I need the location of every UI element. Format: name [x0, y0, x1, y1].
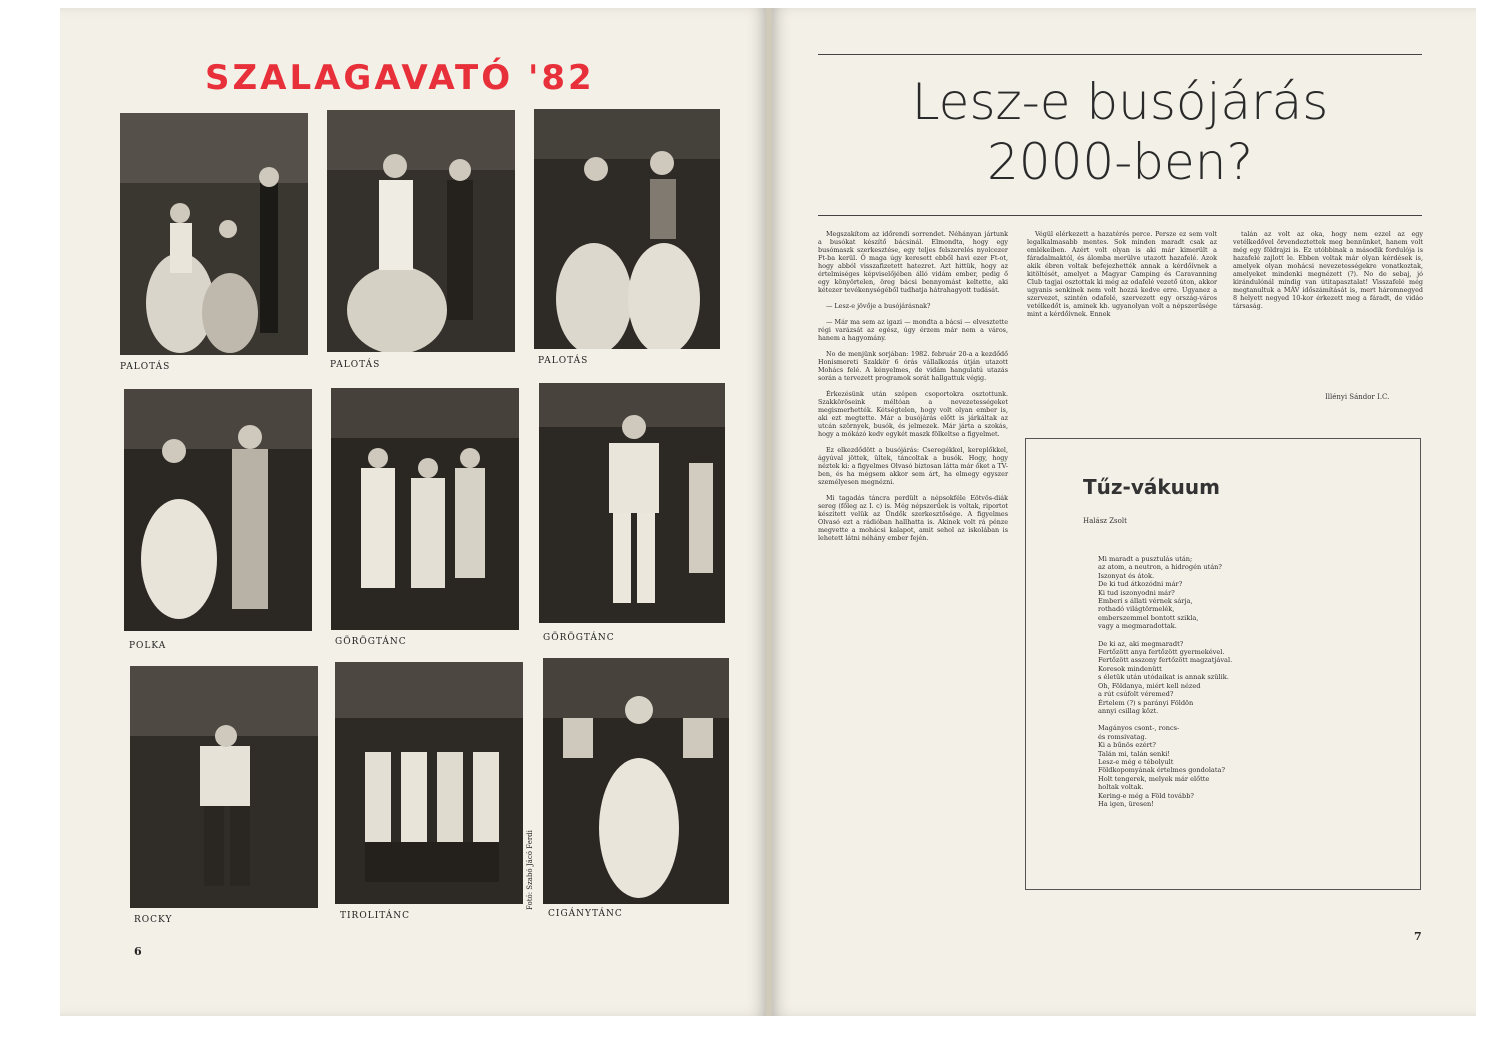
article-paragraph: Megszakítom az időrendi sorrendet. Néhányan jártunk a busókat készítő bácsinál. Elmondta, hogy egy busómaszk szerkesztése, egy teljes felszerelés nyolcezer Ft-ba kerül. Ő maga úgy keresett ebből havi ezer Ft-ot, hogy abból visszafizetett hatezret. Azt hittük, hogy az értelmiséges képviselőjében álló vidám ember, pedig ő egy könyörtelen, öreg bácsi bennyomást keltette, aki kétezer tevékenységéből tudhatja hátrahagyott tudását.	[818, 230, 1008, 294]
poem-line: holtak voltak.	[1098, 783, 1144, 792]
dance-photo-illustration	[543, 658, 729, 904]
poem-line: Talán mi, talán senki!	[1098, 749, 1171, 758]
article-column-2	[1027, 230, 1217, 326]
dance-photo-illustration	[130, 666, 318, 908]
photo-caption: TIROLITÁNC	[340, 911, 411, 921]
poem-line: Magányos csont-, roncs-	[1098, 724, 1180, 733]
poem-line: a rút csúfolt véremed?	[1098, 690, 1174, 699]
poem-line: s életük után utódaikat is annak szülik.	[1098, 673, 1229, 682]
poem-line: Iszonyat és átok.	[1098, 571, 1155, 580]
poem-line: De ki az, aki megmaradt?	[1098, 639, 1184, 648]
poem-line: annyi csillag közt.	[1098, 706, 1159, 715]
poem-line: Holt tengerek, melyek már előtte	[1098, 774, 1210, 783]
dance-photo-illustration	[331, 388, 519, 630]
poem-line: rothadó világtörmelék,	[1098, 605, 1175, 614]
poem-line: Ki tud iszonyodni már?	[1098, 588, 1175, 597]
poem-line: Ha igen, üresen!	[1098, 799, 1154, 808]
poem-line: Emberi s állati vérnek sárja,	[1098, 597, 1193, 606]
photo-palotas-3	[534, 109, 720, 349]
photo-ciganytanc	[543, 658, 729, 904]
poem-line: vagy a megmaradottak.	[1098, 622, 1177, 631]
dance-photo-illustration	[124, 389, 312, 631]
photo-caption: ROCKY	[134, 915, 173, 925]
dance-photo-illustration	[534, 109, 720, 349]
article-paragraph: Érkezésünk után szépen csoportokra osztottunk. Szakköröseink méltóan a nevezetességeket megismerhették. Kétségtelen, hogy volt olyan ember is, aki ezt megtette. Már a busójárás előtt is járkáltak az utcán szörnyek, busók, és jelmezek. Már járta a szokás, hogy a mókázó kedv egykét maszk fölkeltse a figyelmet.	[818, 390, 1008, 438]
poem-line: Földkopomyának értelmes gondolata?	[1098, 766, 1225, 775]
poem-author: Halász Zsolt	[1083, 517, 1127, 525]
photo-gorogtanc-2	[539, 383, 725, 623]
article-paragraph: Mi tagadás táncra perdült a népsokféle Eötvös-diák sereg (főleg az I. c) is. Még népszerűek is voltak, riportot készített velük az Ündők szerkesztősége. A figyelmes Olvasó ezt a rádióban hallhatta is. Akinek volt rá pénze megvette a mohácsi kalapot, amit sehol az iskolában is lehetett látni néhány ember fején.	[818, 494, 1008, 542]
photo-caption: PALOTÁS	[538, 356, 589, 366]
poem-line: Lesz-e még e tébolyult	[1098, 757, 1174, 766]
poem-line: Fertőzött anya fertőzött gyermekével.	[1098, 648, 1225, 657]
article-column-3	[1233, 230, 1423, 318]
stanza-gap	[1098, 631, 1232, 640]
dance-photo-illustration	[335, 662, 523, 904]
article-paragraph: — Lesz-e jövője a busójárásnak?	[826, 302, 931, 310]
article-paragraph: — Már ma sem az igazi — mondta a bácsi — elvesztette régi varázsát az egész, úgy érzem már nem a város, hanem a hagyomány.	[818, 318, 1008, 342]
poem-text	[1098, 555, 1232, 808]
poem-line: Kering-e még a Föld tovább?	[1098, 791, 1194, 800]
poem-line: Mi maradt a pusztulás után;	[1098, 555, 1193, 563]
poem-line: Koresok mindenütt	[1098, 664, 1162, 673]
poem-box	[1025, 438, 1421, 890]
poem-line: és romsivatag.	[1098, 732, 1147, 741]
article-paragraph: Végül elérkezett a hazatérés perce. Persze ez sem volt legalkalmasabb mentes. Sok minden maradt csak az emlékeiben. Azért volt olyan is aki már kimerült a fáradalmaktól, és álomba merülve utazott hazafelé. Azok akik ébren voltak befejezhették annak a kérdőívnek a kitöltését, amelyet a Magyar Camping és Caravanning Club tagjai osztottak ki még az odafelé vezető úton, akkor ugyanis senkinek nem volt hozzá kedve erre. Ugyanez a szervezet, szintén odafelé, szervezett egy ország-város vetélkedőt is, aminek kb. ugyanolyan volt a népszerűsége mint a kérdőívnek. Ennek	[1027, 230, 1217, 318]
photo-caption: PALOTÁS	[120, 362, 171, 372]
photo-gorogtanc-1	[331, 388, 519, 630]
article-paragraph: Ez elkezdődött a busójárás: Cseregékkel, kereplőkkel, ágyúval jöttek, ültek, táncoltak a busók. Hogy, hogy néztek ki: a figyelmes Olvasó biztosan látta már őket a TV-ben, és ha mégsem akkor sem árt, ha elmegy egyszer személyesen megnézni.	[818, 446, 1008, 486]
article-paragraph: talán az volt az oka, hogy nem ezzel az egy vetélkedővel örvendeztettek meg bennünket, hanem volt még egy földrajzi is. Ez utóbbinak a második fordulója is hazafelé zajlott le. Ebben voltak már olyan kérdések is, amelyek olyan mohácsi nevezetességekre vonatkoztak, amelyeket mindenki megnézett (?). No de sebaj, jó kirándulónál mindig van útitapasztalat! Visszafelé még megtanultuk a MÁV időszámítását is, mert háromnegyed 8 helyett negyed 10-kor érkezett meg a fáradt, de vidáo társaság.	[1233, 230, 1423, 310]
poem-line: Oh, Földanya, miért kell nézed	[1098, 681, 1201, 690]
photo-palotas-2	[327, 110, 515, 352]
top-rule	[818, 54, 1422, 55]
article-headline	[860, 72, 1380, 192]
left-page-title: SZALAGAVATÓ '82	[205, 58, 595, 98]
article-column-1	[818, 230, 1008, 550]
dance-photo-illustration	[327, 110, 515, 352]
poem-line: Fertőzött asszony fertőzött magzatjával.	[1098, 656, 1233, 665]
headline-line-1: Lesz-e busójárás	[911, 73, 1329, 131]
stanza-gap	[1098, 715, 1232, 724]
page-number-right: 7	[1414, 930, 1422, 943]
article-signature: Illényi Sándor I.C.	[1325, 393, 1390, 401]
poem-line: De ki tud átkozódni már?	[1098, 580, 1183, 589]
dance-photo-illustration	[120, 113, 308, 355]
headline-line-2: 2000-ben?	[986, 133, 1253, 191]
poem-line: Ki a bűnös ezért?	[1098, 741, 1156, 750]
poem-line: emberszemmel bontott szikla,	[1098, 613, 1199, 622]
page-gutter	[766, 8, 772, 1016]
dance-photo-illustration	[539, 383, 725, 623]
photo-caption: CIGÁNYTÁNC	[548, 909, 623, 919]
photo-palotas-1	[120, 113, 308, 355]
photo-caption: POLKA	[129, 641, 167, 651]
headline-rule	[818, 215, 1422, 216]
photo-caption: GÖRÖGTÁNC	[543, 633, 615, 643]
photo-credit: Fotó: Szabó Jácó Ferdi	[526, 830, 534, 910]
photo-caption: GÖRÖGTÁNC	[335, 637, 407, 647]
poem-title: Tűz-vákuum	[1083, 475, 1220, 499]
poem-line: az atom, a neutron, a hidrogén után?	[1098, 563, 1222, 572]
page-number-left: 6	[134, 945, 142, 958]
photo-caption: PALOTÁS	[330, 360, 381, 370]
article-paragraph: No de menjünk sorjában: 1982. február 20-a a kezdődő Honismereti Szakkör 6 órás vállalkozás útján utazott Mohács felé. A kényelmes, de vidám hangulatú utazás során a tervezett programok sorát hallgattuk végig.	[818, 350, 1008, 382]
photo-polka	[124, 389, 312, 631]
photo-rocky	[130, 666, 318, 908]
poem-line: Értelem (?) s parányi Földön	[1098, 698, 1194, 707]
photo-tirolitanc	[335, 662, 523, 904]
